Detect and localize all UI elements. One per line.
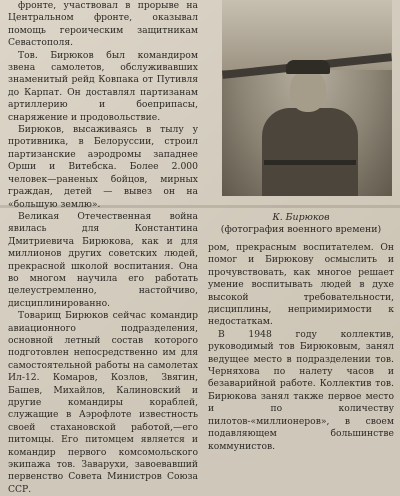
article-paragraph: В 1948 году коллектив, руководимый тов Бирюковым, занял ведущее место в подразделении тов. Черняхова по налету часов и безаварийной работе. Коллектив тов. Бирюкова занял также первое место и по количеству пилотов-«миллионеров», в своем подавляющем большинстве коммунистов. <box>208 328 394 452</box>
article-paragraph: Великая Отечественная война явилась для Константина Дмитриевича Бирюкова, как и для миллионов других советских людей, прекрасной школой воспитания. Она во многом научила его работать целеустремленно, настойчиво, дисциплинированно. <box>8 210 198 309</box>
caption-name: К. Бирюков <box>272 212 330 223</box>
article-left-column <box>8 0 198 496</box>
pilot-head <box>290 70 326 112</box>
photo-caption <box>208 212 394 236</box>
pilot-cap <box>286 60 330 74</box>
article-paragraph: фронте, участвовал в прорыве на Центральном фронте, оказывал помощь героическим защитникам Севастополя. <box>8 0 198 49</box>
portrait-photo <box>222 0 392 196</box>
article-paragraph: Тов. Бирюков был командиром звена самолетов, обслуживавших знаменитый рейд Ковпака от Путивля до Карпат. Он доставлял партизанам артиллерию и боеприпасы, снаряжение и продовольствие. <box>8 49 198 123</box>
article-paragraph: Товарищ Бирюков сейчас командир авиационного подразделения, основной летный состав которого подготовлен непосредственно им для самостоятельной работы на самолетах Ил-12. Комаров, Козлов, Звягин, Башев, Михайлов, Калиновский и другие командиры кораблей, служащие в Аэрофлоте известность своей стахановской работой,—его питомцы. Его питомцем является и командир первого комсомольского экипажа тов. Заварухи, завоевавший первенство Совета Министров Союза ССР. <box>8 310 198 495</box>
article-right-column <box>208 242 394 453</box>
caption-note: (фотография военного времени) <box>220 224 382 235</box>
article-paragraph: Бирюков, высаживаясь в тылу у противника, в Белоруссии, строил партизанские аэродромы западнее Орши и Витебска. Более 2.000 человек—раненых бойцов, мирных граждан, детей — вывез он на «большую землю». <box>8 124 198 210</box>
article-paragraph: ром, прекрасным воспитателем. Он помог и Бирюкову осмыслить и прочувствовать, как многое решает умение воспитывать людей в духе высокой требовательности, дисциплины, непримиримости к недостаткам. <box>208 242 394 328</box>
uniform-belt <box>264 160 356 165</box>
pilot-uniform <box>262 108 358 196</box>
